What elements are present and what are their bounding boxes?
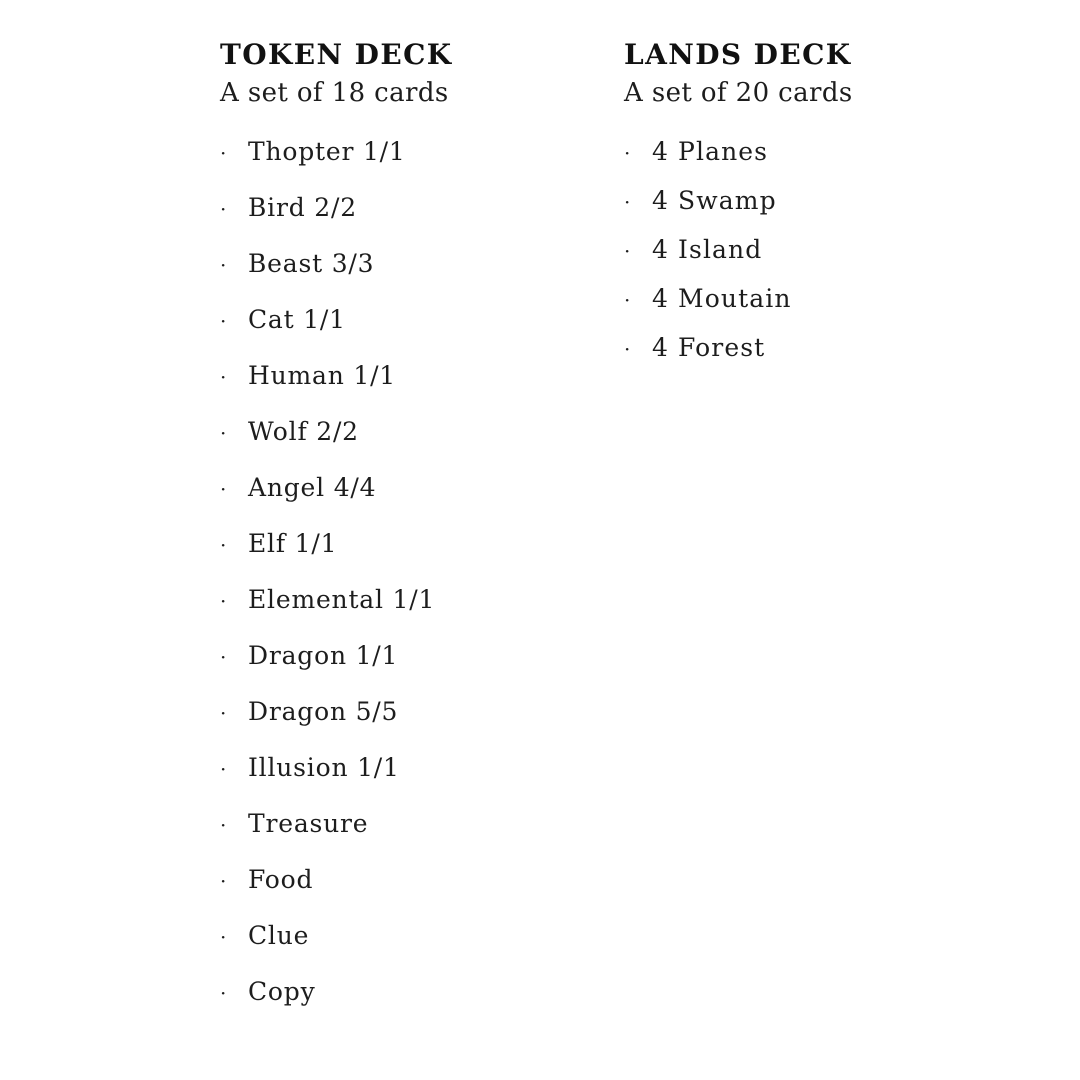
token-deck-subtitle: A set of 18 cards (220, 77, 449, 108)
list-item (624, 136, 1024, 166)
list-item (220, 360, 620, 390)
bullet-icon: · (220, 868, 228, 893)
list-item-label: Cat 1/1 (248, 304, 346, 334)
list-item (624, 234, 1024, 264)
bullet-icon: · (220, 420, 228, 445)
token-deck-title: TOKEN DECK (220, 38, 453, 71)
list-item-label: Angel 4/4 (248, 472, 377, 502)
list-item-label: 4 Forest (652, 332, 766, 362)
list-item (220, 472, 620, 502)
list-item (220, 696, 620, 726)
bullet-icon: · (220, 476, 228, 501)
bullet-icon: · (220, 196, 228, 221)
list-item-label: Food (248, 864, 314, 894)
list-item (220, 416, 620, 446)
list-item-label: Elf 1/1 (248, 528, 338, 558)
list-item-label: 4 Island (652, 234, 763, 264)
lands-deck-list (624, 136, 1024, 362)
list-item-label: Treasure (248, 808, 369, 838)
bullet-icon: · (220, 252, 228, 277)
deck-columns (0, 38, 1080, 1035)
list-item (624, 185, 1024, 215)
lands-deck-title: LANDS DECK (624, 38, 852, 71)
list-item (220, 248, 620, 278)
bullet-icon: · (220, 364, 228, 389)
bullet-icon: · (220, 140, 228, 165)
list-item (220, 584, 620, 614)
list-item-label: Dragon 1/1 (248, 640, 399, 670)
list-item-label: Beast 3/3 (248, 248, 375, 278)
list-item-label: Dragon 5/5 (248, 696, 399, 726)
list-item-label: 4 Planes (652, 136, 769, 166)
lands-deck-column (624, 38, 1024, 384)
bullet-icon: · (220, 308, 228, 333)
list-item (220, 808, 620, 838)
list-item (220, 752, 620, 782)
list-item (220, 528, 620, 558)
bullet-icon: · (624, 238, 632, 263)
list-item (220, 304, 620, 334)
list-item-label: Illusion 1/1 (248, 752, 400, 782)
bullet-icon: · (220, 644, 228, 669)
list-item-label: Bird 2/2 (248, 192, 357, 222)
bullet-icon: · (220, 588, 228, 613)
list-item-label: Elemental 1/1 (248, 584, 436, 614)
bullet-icon: · (624, 189, 632, 214)
list-item-label: 4 Moutain (652, 283, 792, 313)
list-item (220, 192, 620, 222)
bullet-icon: · (220, 812, 228, 837)
list-item-label: Human 1/1 (248, 360, 396, 390)
list-item (220, 920, 620, 950)
bullet-icon: · (220, 924, 228, 949)
bullet-icon: · (220, 980, 228, 1005)
token-deck-list (220, 136, 620, 1006)
bullet-icon: · (624, 336, 632, 361)
list-item-label: Copy (248, 976, 316, 1006)
list-item-label: 4 Swamp (652, 185, 777, 215)
token-deck-column (220, 38, 620, 1035)
list-item (220, 864, 620, 894)
bullet-icon: · (220, 756, 228, 781)
list-item (220, 640, 620, 670)
bullet-icon: · (220, 700, 228, 725)
list-item (220, 136, 620, 166)
list-item (220, 976, 620, 1006)
lands-deck-subtitle: A set of 20 cards (624, 77, 853, 108)
bullet-icon: · (624, 287, 632, 312)
list-item (624, 283, 1024, 313)
list-item (624, 332, 1024, 362)
list-item-label: Wolf 2/2 (248, 416, 359, 446)
list-item-label: Thopter 1/1 (248, 136, 406, 166)
bullet-icon: · (624, 140, 632, 165)
list-item-label: Clue (248, 920, 310, 950)
bullet-icon: · (220, 532, 228, 557)
